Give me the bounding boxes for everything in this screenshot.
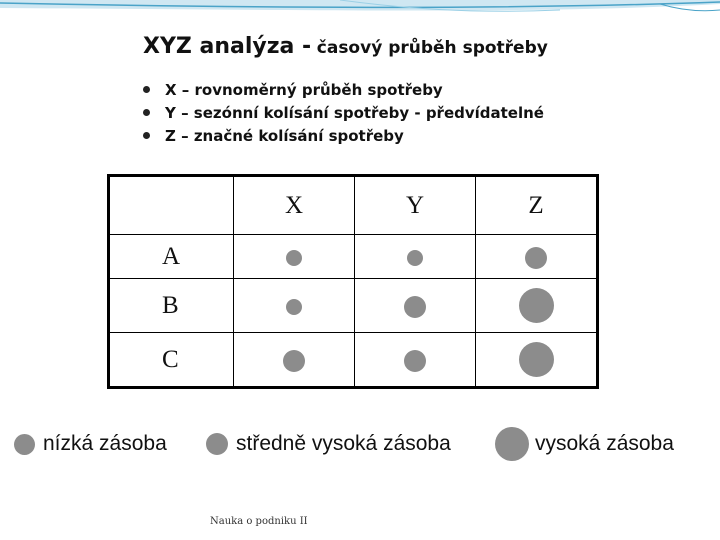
row-label-c: C	[110, 333, 234, 387]
legend-circle-icon	[206, 433, 228, 455]
matrix-cell	[234, 235, 355, 279]
matrix-cell	[355, 279, 476, 333]
bullet-dot-icon	[143, 132, 150, 139]
legend-circle-icon	[14, 434, 35, 455]
legend-label: vysoká zásoba	[535, 432, 674, 455]
matrix-corner-cell	[110, 177, 234, 235]
matrix-header-row	[110, 177, 597, 235]
matrix-cell	[355, 235, 476, 279]
bullet-dot-icon	[143, 86, 150, 93]
bullet-dot-icon	[143, 109, 150, 116]
matrix-row-b	[110, 279, 597, 333]
title-main: XYZ analýza -	[143, 34, 312, 59]
stock-level-circle	[286, 250, 302, 266]
stock-level-circle	[407, 250, 423, 266]
stock-level-circle	[283, 350, 305, 372]
bullet-item-y: Y – sezónní kolísání spotřeby - předvídatelné	[143, 103, 544, 126]
column-header-x: X	[234, 177, 355, 235]
slide-title	[143, 34, 548, 59]
matrix-row-c	[110, 333, 597, 387]
legend-item-high	[495, 424, 674, 464]
matrix-cell	[476, 333, 597, 387]
stock-level-circle	[404, 350, 426, 372]
legend-item-medium	[206, 424, 451, 464]
stock-level-circle	[519, 342, 554, 377]
stock-level-circle	[525, 247, 547, 269]
title-sub: časový průběh spotřeby	[316, 38, 548, 58]
row-label-b: B	[110, 279, 234, 333]
matrix-cell	[476, 279, 597, 333]
matrix-row-a	[110, 235, 597, 279]
abc-xyz-matrix	[107, 174, 599, 389]
legend-item-low	[14, 424, 167, 464]
top-decoration	[0, 0, 720, 18]
row-label-a: A	[110, 235, 234, 279]
bullet-item-z: Z – značné kolísání spotřeby	[143, 126, 544, 149]
matrix-table	[109, 176, 597, 387]
legend-circle-icon	[495, 427, 529, 461]
stock-level-circle	[404, 296, 426, 318]
matrix-cell	[234, 279, 355, 333]
legend-label: nízká zásoba	[43, 432, 167, 455]
matrix-cell	[355, 333, 476, 387]
matrix-cell	[234, 333, 355, 387]
matrix-cell	[476, 235, 597, 279]
legend	[0, 424, 720, 464]
stock-level-circle	[286, 299, 302, 315]
bullet-list	[143, 80, 544, 149]
footer-text: Nauka o podniku II	[210, 516, 308, 527]
bullet-item-x: X – rovnoměrný průběh spotřeby	[143, 80, 544, 103]
column-header-z: Z	[476, 177, 597, 235]
stock-level-circle	[519, 288, 554, 323]
legend-label: středně vysoká zásoba	[236, 432, 451, 455]
column-header-y: Y	[355, 177, 476, 235]
